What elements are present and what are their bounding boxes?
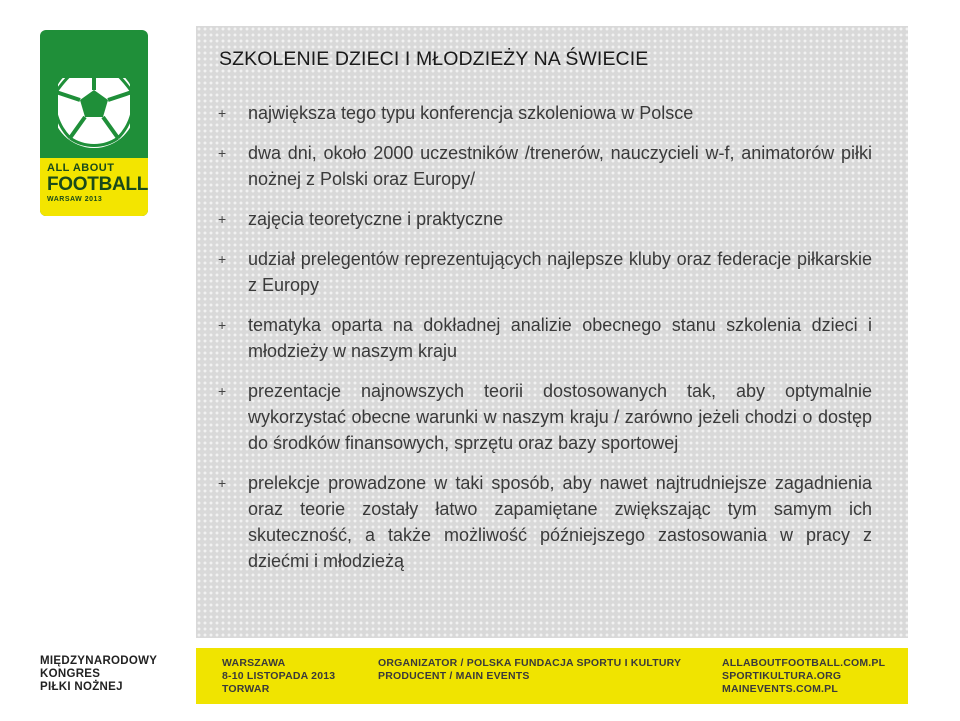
bullet-marker: +	[218, 383, 227, 399]
bullet-marker: +	[218, 145, 227, 161]
bullet-marker: +	[218, 251, 227, 267]
footer-bar	[196, 648, 908, 704]
bullet-item	[218, 206, 872, 232]
congress-line-3: PIŁKI NOŻNEJ	[40, 681, 123, 693]
bullet-text: dwa dni, około 2000 uczestników /trenerów, nauczycieli w-f, animatorów piłki nożnej z Polski oraz Europy/	[248, 143, 872, 189]
logo-line-1: ALL ABOUT	[47, 162, 115, 174]
website-link[interactable]: MAINEVENTS.COM.PL	[722, 683, 838, 695]
bullet-text: udział prelegentów reprezentujących najlepsze kluby oraz federacje piłkarskie z Europy	[248, 249, 872, 295]
slide-title: SZKOLENIE DZIECI I MŁODZIEŻY NA ŚWIECIE	[219, 48, 649, 70]
bullet-marker: +	[218, 317, 227, 333]
logo-line-3: WARSAW 2013	[47, 196, 103, 203]
bullet-item	[218, 100, 872, 126]
football-icon	[44, 38, 144, 178]
bullet-item	[218, 140, 872, 192]
bullet-marker: +	[218, 105, 227, 121]
bullet-item	[218, 470, 872, 574]
organizer-line: ORGANIZATOR / POLSKA FUNDACJA SPORTU I KULTURY	[378, 657, 682, 669]
all-about-football-logo	[40, 30, 148, 216]
congress-label	[40, 655, 157, 694]
bullet-text: największa tego typu konferencja szkoleniowa w Polsce	[248, 103, 694, 123]
bullet-item	[218, 312, 872, 364]
bullet-text: zajęcia teoretyczne i praktyczne	[248, 209, 504, 229]
logo-line-2: FOOTBALL	[47, 174, 148, 195]
event-dates: 8-10 LISTOPADA 2013	[222, 670, 336, 682]
website-link[interactable]: ALLABOUTFOOTBALL.COM.PL	[722, 657, 886, 669]
bullet-text: tematyka oparta na dokładnej analizie obecnego stanu szkolenia dzieci i młodzieży w naszym kraju	[248, 315, 872, 361]
bullet-text: prelekcje prowadzone w taki sposób, aby nawet najtrudniejsze zagadnienia oraz teorie zostały łatwo zapamiętane zwiększając tym samym ich skuteczność, a także możliwość późniejszego zastosowania w pracy z dziećmi i młodzieżą	[248, 473, 872, 571]
event-info	[222, 657, 335, 696]
congress-line-2: KONGRES	[40, 668, 101, 680]
bullet-text: prezentacje najnowszych teorii dostosowanych tak, aby optymalnie wykorzystać obecne warunki w naszym kraju / zarówno jeżeli chodzi o dostęp do środków finansowych, sprzętu oraz bazy sportowej	[248, 381, 872, 453]
bullet-marker: +	[218, 475, 227, 491]
organizer-info	[378, 657, 681, 683]
congress-line-1: MIĘDZYNARODOWY	[40, 655, 158, 667]
event-city: WARSZAWA	[222, 657, 286, 669]
bullet-marker: +	[218, 211, 227, 227]
bullet-item	[218, 246, 872, 298]
website-link[interactable]: SPORTIKULTURA.ORG	[722, 670, 842, 682]
event-venue: TORWAR	[222, 683, 270, 695]
bullet-item	[218, 378, 872, 456]
website-list	[722, 657, 885, 696]
logo-text-block	[40, 158, 148, 216]
bullet-list	[218, 100, 872, 588]
producer-line: PRODUCENT / MAIN EVENTS	[378, 670, 530, 682]
